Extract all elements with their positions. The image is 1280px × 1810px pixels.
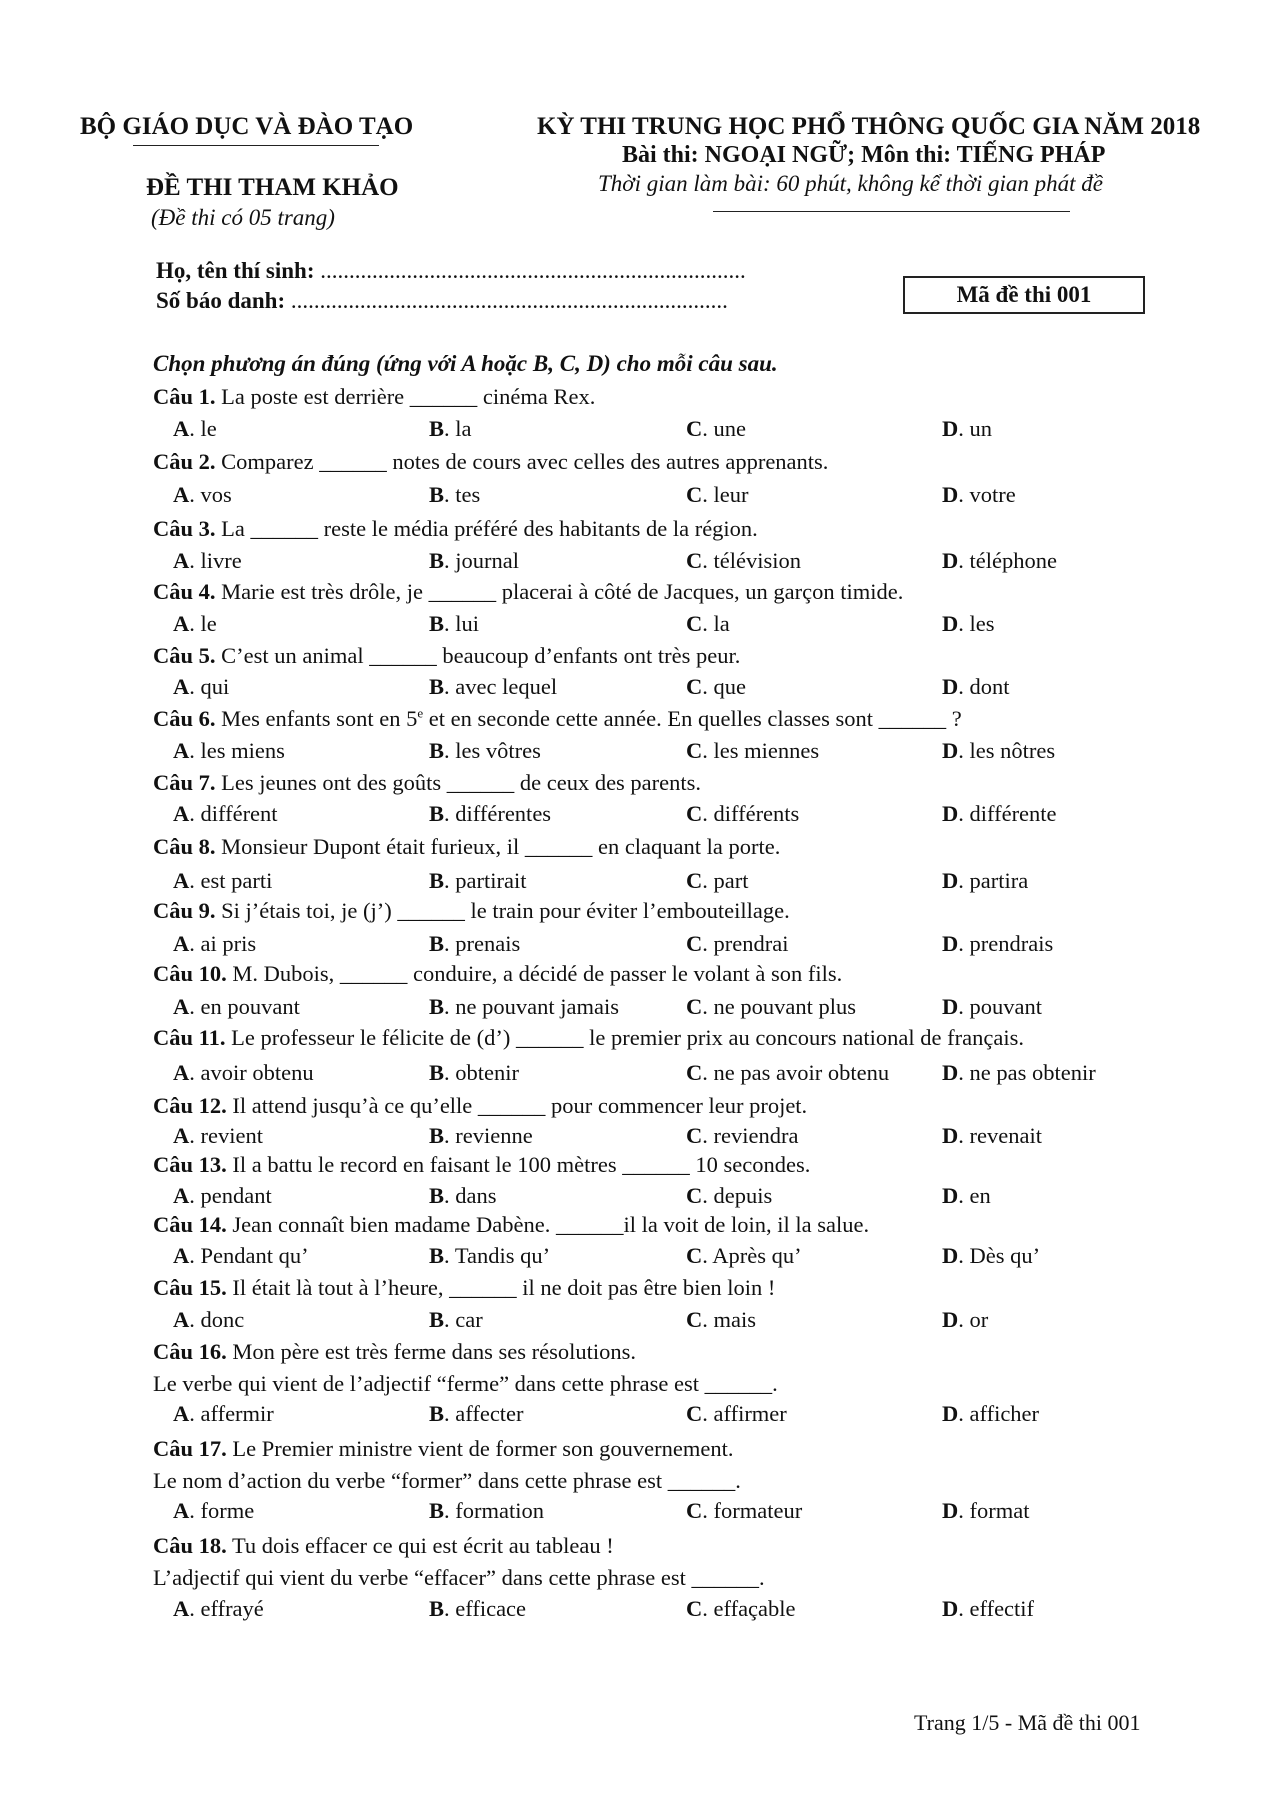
option-text: . avec lequel <box>444 674 558 699</box>
option-letter: A <box>173 674 190 699</box>
option-text: . affecter <box>444 1401 524 1426</box>
question-stem <box>153 898 790 924</box>
option-text: . effaçable <box>702 1596 796 1621</box>
option-text: . pouvant <box>958 994 1042 1019</box>
option-letter: A <box>173 1596 190 1621</box>
option-letter: D <box>942 1401 959 1426</box>
question-stem <box>153 1152 810 1178</box>
option-letter: C <box>686 1183 703 1208</box>
answer-option[interactable] <box>429 548 519 574</box>
option-letter: B <box>429 611 445 636</box>
answer-option[interactable] <box>429 931 520 957</box>
answer-option[interactable] <box>429 1060 519 1086</box>
option-text: . Après qu’ <box>702 1243 802 1268</box>
option-text: . prendrai <box>702 931 789 956</box>
answer-option[interactable] <box>429 1401 524 1427</box>
option-letter: C <box>686 548 703 573</box>
option-letter: B <box>429 1243 445 1268</box>
answer-option[interactable] <box>686 1498 802 1524</box>
question-stem <box>153 1025 1024 1051</box>
question-stem <box>153 1436 734 1462</box>
option-text: . formation <box>444 1498 544 1523</box>
answer-option[interactable] <box>942 1498 1029 1524</box>
exam-kind: ĐỀ THI THAM KHẢO <box>146 174 399 201</box>
option-text: . prendrais <box>958 931 1054 956</box>
option-letter: B <box>429 1123 445 1148</box>
option-letter: D <box>942 994 959 1019</box>
question-text: Il a battu le record en faisant le 100 mètres ______ 10 secondes. <box>232 1152 811 1177</box>
question-number: Câu 5. <box>153 643 216 668</box>
option-letter: C <box>686 482 703 507</box>
option-letter: D <box>942 738 959 763</box>
answer-option[interactable] <box>686 416 746 442</box>
answer-option[interactable] <box>429 1183 497 1209</box>
option-letter: B <box>429 674 445 699</box>
question-text: C’est un animal ______ beaucoup d’enfants ont très peur. <box>221 643 741 668</box>
question-text: Mes enfants sont en 5 <box>221 706 418 731</box>
option-letter: D <box>942 1243 959 1268</box>
option-text: . est parti <box>189 868 273 893</box>
option-letter: C <box>686 738 703 763</box>
answer-option[interactable] <box>429 416 472 442</box>
exam-subject: Bài thi: NGOẠI NGỮ; Môn thi: TIẾNG PHÁP <box>622 142 1106 168</box>
option-text: . depuis <box>702 1183 773 1208</box>
option-text: . ne pouvant jamais <box>444 994 619 1019</box>
option-text: . obtenir <box>444 1060 519 1085</box>
option-text: . le <box>189 611 217 636</box>
question-text: Mon père est très ferme dans ses résolutions. <box>232 1339 637 1364</box>
option-letter: A <box>173 1307 190 1332</box>
option-letter: A <box>173 1401 190 1426</box>
option-text: . la <box>444 416 472 441</box>
answer-option[interactable] <box>686 674 746 700</box>
answer-option[interactable] <box>942 1183 991 1209</box>
option-letter: D <box>942 482 959 507</box>
option-letter: D <box>942 868 959 893</box>
answer-option[interactable] <box>942 868 1028 894</box>
answer-option[interactable] <box>173 1243 309 1269</box>
option-text: . efficace <box>444 1596 527 1621</box>
question-stem <box>153 706 962 732</box>
answer-option[interactable] <box>942 482 1016 508</box>
option-letter: D <box>942 1060 959 1085</box>
question-number: Câu 13. <box>153 1152 227 1177</box>
answer-option[interactable] <box>942 1401 1039 1427</box>
option-letter: D <box>942 1183 959 1208</box>
question-text: Monsieur Dupont était furieux, il ______ en claquant la porte. <box>221 834 781 859</box>
option-text: . tes <box>444 482 481 507</box>
answer-option[interactable] <box>173 1596 264 1622</box>
option-letter: B <box>429 738 445 763</box>
option-letter: A <box>173 738 190 763</box>
option-text: . les nôtres <box>958 738 1056 763</box>
answer-option[interactable] <box>429 1123 533 1149</box>
answer-option[interactable] <box>942 548 1057 574</box>
answer-option[interactable] <box>429 1307 483 1333</box>
question-stem <box>153 834 780 860</box>
option-text: . une <box>702 416 746 441</box>
candidate-name-field[interactable]: .......................................................................... <box>320 258 746 283</box>
answer-option[interactable] <box>942 994 1042 1020</box>
option-letter: C <box>686 611 703 636</box>
option-text: . partira <box>958 868 1029 893</box>
answer-option[interactable] <box>942 801 1057 827</box>
answer-option[interactable] <box>686 1060 889 1086</box>
answer-option[interactable] <box>686 994 856 1020</box>
question-number: Câu 12. <box>153 1093 227 1118</box>
answer-option[interactable] <box>429 994 619 1020</box>
answer-option[interactable] <box>686 611 730 637</box>
answer-option[interactable] <box>686 1243 802 1269</box>
question-text: La ______ reste le média préféré des habitants de la région. <box>221 516 758 541</box>
option-text: . Tandis qu’ <box>444 1243 551 1268</box>
option-text: . livre <box>189 548 242 573</box>
question-number: Câu 18. <box>153 1533 227 1558</box>
option-text: . part <box>702 868 749 893</box>
option-letter: D <box>942 1307 959 1332</box>
page-footer: Trang 1/5 - Mã đề thi 001 <box>914 1710 1141 1735</box>
answer-option[interactable] <box>429 674 557 700</box>
option-text: . leur <box>702 482 749 507</box>
answer-option[interactable] <box>942 674 1010 700</box>
answer-option[interactable] <box>429 801 551 827</box>
option-letter: C <box>686 674 703 699</box>
option-letter: A <box>173 1183 190 1208</box>
answer-option[interactable] <box>173 1183 272 1209</box>
answer-option[interactable] <box>173 868 272 894</box>
option-letter: B <box>429 801 445 826</box>
question-text: Jean connaît bien madame Dabène. ______il la voit de loin, il la salue. <box>232 1212 870 1237</box>
answer-option[interactable] <box>173 801 278 827</box>
option-text: . les <box>958 611 995 636</box>
answer-option[interactable] <box>429 1596 526 1622</box>
option-letter: C <box>686 1307 703 1332</box>
answer-option[interactable] <box>686 1183 772 1209</box>
answer-option[interactable] <box>173 994 300 1020</box>
question-prompt: Le nom d’action du verbe “former” dans cette phrase est ______. <box>153 1468 741 1493</box>
option-letter: D <box>942 548 959 573</box>
pages-note: (Đề thi có 05 trang) <box>151 205 335 230</box>
option-text: . télévision <box>702 548 801 573</box>
question-number: Câu 4. <box>153 579 216 604</box>
option-text: . lui <box>444 611 480 636</box>
answer-option[interactable] <box>942 611 995 637</box>
option-letter: A <box>173 931 190 956</box>
option-letter: B <box>429 1596 445 1621</box>
answer-option[interactable] <box>173 1123 263 1149</box>
question-stem <box>153 516 758 542</box>
answer-option[interactable] <box>429 482 480 508</box>
option-text: . mais <box>702 1307 756 1332</box>
option-letter: A <box>173 416 190 441</box>
answer-option[interactable] <box>942 1060 1096 1086</box>
question-stem <box>153 1212 869 1238</box>
question-text: Marie est très drôle, je ______ placerai à côté de Jacques, un garçon timide. <box>221 579 904 604</box>
question-text: Le Premier ministre vient de former son gouvernement. <box>232 1436 734 1461</box>
answer-option[interactable] <box>173 738 285 764</box>
option-text: . qui <box>189 674 230 699</box>
question-number: Câu 6. <box>153 706 216 731</box>
option-text: . dans <box>444 1183 497 1208</box>
option-letter: C <box>686 1243 703 1268</box>
option-text: . téléphone <box>958 548 1057 573</box>
question-stem <box>153 1339 636 1365</box>
option-text: . les miennes <box>702 738 820 763</box>
option-letter: A <box>173 1123 190 1148</box>
option-letter: D <box>942 1596 959 1621</box>
answer-option[interactable] <box>686 868 748 894</box>
candidate-number-label: Số báo danh: <box>156 288 286 313</box>
option-letter: B <box>429 1498 445 1523</box>
question-number: Câu 10. <box>153 961 227 986</box>
option-letter: C <box>686 931 703 956</box>
option-letter: A <box>173 611 190 636</box>
answer-option[interactable] <box>942 1596 1034 1622</box>
answer-option[interactable] <box>942 416 992 442</box>
question-text: Comparez ______ notes de cours avec celles des autres apprenants. <box>221 449 829 474</box>
option-text: . dont <box>958 674 1010 699</box>
question-stem <box>153 643 740 669</box>
option-text: . la <box>702 611 730 636</box>
option-text: . afficher <box>958 1401 1040 1426</box>
option-letter: B <box>429 482 445 507</box>
option-letter: D <box>942 1123 959 1148</box>
candidate-name-label: Họ, tên thí sinh: <box>156 258 315 283</box>
option-text: . que <box>702 674 746 699</box>
option-letter: C <box>686 1060 703 1085</box>
question-number: Câu 7. <box>153 770 216 795</box>
answer-option[interactable] <box>173 1060 314 1086</box>
option-text: . affirmer <box>702 1401 787 1426</box>
option-letter: B <box>429 1401 445 1426</box>
question-stem <box>153 961 842 987</box>
answer-option[interactable] <box>173 1307 244 1333</box>
option-text: . revienne <box>444 1123 533 1148</box>
answer-option[interactable] <box>429 1243 550 1269</box>
option-letter: B <box>429 931 445 956</box>
answer-option[interactable] <box>942 1243 1040 1269</box>
option-text: . partirait <box>444 868 527 893</box>
answer-option[interactable] <box>942 1123 1042 1149</box>
option-letter: C <box>686 1401 703 1426</box>
option-letter: D <box>942 416 959 441</box>
option-text: . format <box>958 1498 1030 1523</box>
answer-option[interactable] <box>942 1307 988 1333</box>
question-text: Il était là tout à l’heure, ______ il ne doit pas être bien loin ! <box>232 1275 776 1300</box>
option-text: . prenais <box>444 931 521 956</box>
option-letter: D <box>942 674 959 699</box>
option-letter: A <box>173 868 190 893</box>
option-text: . vos <box>189 482 232 507</box>
question-number: Câu 9. <box>153 898 216 923</box>
answer-option[interactable] <box>173 482 232 508</box>
answer-option[interactable] <box>686 1596 796 1622</box>
answer-option[interactable] <box>173 1401 274 1427</box>
question-number: Câu 11. <box>153 1025 226 1050</box>
question-text: La poste est derrière ______ cinéma Rex. <box>221 384 596 409</box>
candidate-name-row <box>156 258 746 284</box>
instructions: Chọn phương án đúng (ứng với A hoặc B, C, D) cho mỗi câu sau. <box>153 351 778 376</box>
option-letter: A <box>173 482 190 507</box>
question-text: Tu dois effacer ce qui est écrit au tableau ! <box>231 1533 614 1558</box>
option-text: . ne pouvant plus <box>702 994 856 1019</box>
candidate-number-row <box>156 288 728 314</box>
option-letter: D <box>942 611 959 636</box>
option-text: . avoir obtenu <box>189 1060 314 1085</box>
option-letter: D <box>942 801 959 826</box>
duration-underline <box>713 211 1070 212</box>
option-text: . différente <box>958 801 1057 826</box>
answer-option[interactable] <box>173 611 217 637</box>
answer-option[interactable] <box>686 738 819 764</box>
option-text: . votre <box>958 482 1016 507</box>
question-text: Si j’étais toi, je (j’) ______ le train pour éviter l’embouteillage. <box>221 898 790 923</box>
question-text: Les jeunes ont des goûts ______ de ceux des parents. <box>221 770 702 795</box>
answer-option[interactable] <box>686 548 801 574</box>
question-number: Câu 8. <box>153 834 216 859</box>
answer-option[interactable] <box>686 931 788 957</box>
question-number: Câu 15. <box>153 1275 227 1300</box>
option-letter: B <box>429 1060 445 1085</box>
answer-option[interactable] <box>173 548 242 574</box>
ministry-underline <box>133 145 379 146</box>
option-text: . les vôtres <box>444 738 541 763</box>
exam-duration: Thời gian làm bài: 60 phút, không kể thời gian phát đề <box>598 171 1103 196</box>
option-letter: A <box>173 1060 190 1085</box>
option-text: . revient <box>189 1123 263 1148</box>
question-stem <box>153 384 595 410</box>
option-letter: B <box>429 994 445 1019</box>
candidate-number-field[interactable]: ............................................................................ <box>290 288 728 313</box>
question-number: Câu 3. <box>153 516 216 541</box>
option-text: . car <box>444 1307 483 1332</box>
option-letter: A <box>173 1243 190 1268</box>
option-text: . les miens <box>189 738 285 763</box>
question-stem <box>153 449 828 475</box>
answer-option[interactable] <box>173 674 229 700</box>
question-text: et en seconde cette année. En quelles classes sont ______ ? <box>423 706 962 731</box>
option-text: . ne pas avoir obtenu <box>702 1060 890 1085</box>
option-text: . forme <box>189 1498 255 1523</box>
answer-option[interactable] <box>686 1401 787 1427</box>
option-letter: B <box>429 1307 445 1332</box>
answer-option[interactable] <box>942 738 1055 764</box>
answer-option[interactable] <box>173 931 256 957</box>
option-text: . en <box>958 1183 991 1208</box>
option-letter: A <box>173 548 190 573</box>
question-number: Câu 2. <box>153 449 216 474</box>
option-letter: C <box>686 416 703 441</box>
answer-option[interactable] <box>686 1123 798 1149</box>
option-text: . différent <box>189 801 278 826</box>
option-letter: C <box>686 801 703 826</box>
option-letter: C <box>686 868 703 893</box>
answer-option[interactable] <box>173 1498 254 1524</box>
question-text: M. Dubois, ______ conduire, a décidé de passer le volant à son fils. <box>232 961 843 986</box>
answer-option[interactable] <box>686 1307 756 1333</box>
option-letter: C <box>686 1123 703 1148</box>
option-text: . différentes <box>444 801 552 826</box>
question-text: Il attend jusqu’à ce qu’elle ______ pour commencer leur projet. <box>232 1093 808 1118</box>
answer-option[interactable] <box>429 868 526 894</box>
option-text: . ai pris <box>189 931 257 956</box>
option-letter: B <box>429 416 445 441</box>
option-text: . ne pas obtenir <box>958 1060 1096 1085</box>
answer-option[interactable] <box>942 931 1053 957</box>
option-letter: B <box>429 868 445 893</box>
question-number: Câu 14. <box>153 1212 227 1237</box>
option-letter: A <box>173 801 190 826</box>
question-stem <box>153 770 701 796</box>
option-text: . affermir <box>189 1401 274 1426</box>
question-number: Câu 16. <box>153 1339 227 1364</box>
question-stem <box>153 579 903 605</box>
option-text: . donc <box>189 1307 245 1332</box>
question-text: Le professeur le félicite de (d’) ______ le premier prix au concours national de français. <box>231 1025 1024 1050</box>
option-text: . effrayé <box>189 1596 264 1621</box>
answer-option[interactable] <box>173 416 217 442</box>
option-text: . en pouvant <box>189 994 300 1019</box>
option-letter: B <box>429 548 445 573</box>
exam-title: KỲ THI TRUNG HỌC PHỔ THÔNG QUỐC GIA NĂM 2018 <box>537 113 1201 140</box>
answer-option[interactable] <box>686 482 748 508</box>
question-number: Câu 1. <box>153 384 216 409</box>
option-letter: D <box>942 1498 959 1523</box>
option-text: . différents <box>702 801 800 826</box>
question-prompt: Le verbe qui vient de l’adjectif “ferme” dans cette phrase est ______. <box>153 1371 778 1396</box>
option-letter: B <box>429 1183 445 1208</box>
option-letter: D <box>942 931 959 956</box>
option-letter: A <box>173 994 190 1019</box>
answer-option[interactable] <box>429 1498 544 1524</box>
option-text: . or <box>958 1307 989 1332</box>
option-letter: C <box>686 1498 703 1523</box>
option-letter: A <box>173 1498 190 1523</box>
option-letter: C <box>686 994 703 1019</box>
option-text: . pendant <box>189 1183 272 1208</box>
option-text: . reviendra <box>702 1123 799 1148</box>
question-number: Câu 17. <box>153 1436 227 1461</box>
answer-option[interactable] <box>429 738 541 764</box>
option-text: . un <box>958 416 992 441</box>
option-text: . revenait <box>958 1123 1042 1148</box>
exam-code-box: Mã đề thi 001 <box>903 276 1145 314</box>
option-text: . journal <box>444 548 519 573</box>
ministry-title: BỘ GIÁO DỤC VÀ ĐÀO TẠO <box>80 113 414 140</box>
option-text: . formateur <box>702 1498 803 1523</box>
option-letter: C <box>686 1596 703 1621</box>
answer-option[interactable] <box>429 611 479 637</box>
answer-option[interactable] <box>686 801 799 827</box>
option-text: . Dès qu’ <box>958 1243 1041 1268</box>
option-text: . effectif <box>958 1596 1035 1621</box>
option-text: . Pendant qu’ <box>189 1243 309 1268</box>
question-stem <box>153 1533 614 1559</box>
question-stem <box>153 1275 775 1301</box>
question-stem <box>153 1093 807 1119</box>
question-prompt: L’adjectif qui vient du verbe “effacer” dans cette phrase est ______. <box>153 1565 765 1590</box>
superscript: e <box>417 705 424 721</box>
option-text: . le <box>189 416 217 441</box>
